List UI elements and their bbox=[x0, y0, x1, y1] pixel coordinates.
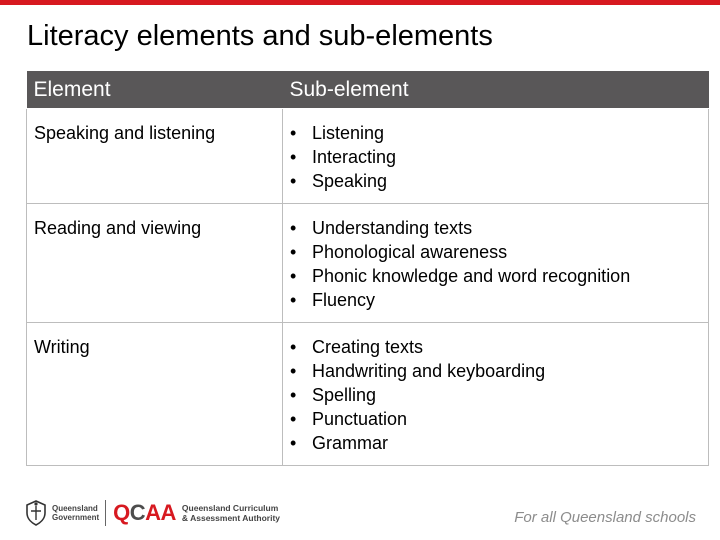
table-row bbox=[27, 109, 709, 204]
list-item: • Grammar bbox=[290, 431, 700, 455]
list-item: • Fluency bbox=[290, 288, 700, 312]
sub-element-cell bbox=[283, 323, 709, 466]
sub-element-list bbox=[290, 216, 700, 312]
queensland-crest-icon bbox=[24, 499, 48, 527]
page-title: Literacy elements and sub-elements bbox=[27, 20, 493, 52]
top-accent-bar bbox=[0, 0, 720, 5]
sub-element-cell bbox=[283, 204, 709, 323]
list-item: • Phonological awareness bbox=[290, 240, 700, 264]
element-cell: Speaking and listening bbox=[27, 109, 283, 204]
list-item: • Speaking bbox=[290, 169, 700, 193]
list-item: • Interacting bbox=[290, 145, 700, 169]
table-row bbox=[27, 204, 709, 323]
list-item: • Understanding texts bbox=[290, 216, 700, 240]
literacy-table bbox=[26, 71, 709, 466]
footer-tagline: For all Queensland schools bbox=[514, 509, 696, 526]
sub-element-list bbox=[290, 335, 700, 455]
column-header-element: Element bbox=[27, 71, 283, 109]
element-cell: Writing bbox=[27, 323, 283, 466]
list-item: • Listening bbox=[290, 121, 700, 145]
queensland-government-wordmark: Queensland Government bbox=[52, 504, 100, 522]
footer-logos bbox=[24, 496, 280, 530]
list-item: • Spelling bbox=[290, 383, 700, 407]
column-header-sub-element: Sub-element bbox=[283, 71, 709, 109]
table-row bbox=[27, 323, 709, 466]
list-item: • Handwriting and keyboarding bbox=[290, 359, 700, 383]
sub-element-list bbox=[290, 121, 700, 193]
qcaa-wordmark: Queensland Curriculum & Assessment Authority bbox=[181, 503, 281, 523]
element-cell: Reading and viewing bbox=[27, 204, 283, 323]
list-item: • Punctuation bbox=[290, 407, 700, 431]
sub-element-cell bbox=[283, 109, 709, 204]
table-header-row bbox=[27, 71, 709, 109]
list-item: • Creating texts bbox=[290, 335, 700, 359]
logo-divider bbox=[105, 500, 106, 526]
qcaa-logo: QCAA bbox=[113, 500, 176, 525]
list-item: • Phonic knowledge and word recognition bbox=[290, 264, 700, 288]
